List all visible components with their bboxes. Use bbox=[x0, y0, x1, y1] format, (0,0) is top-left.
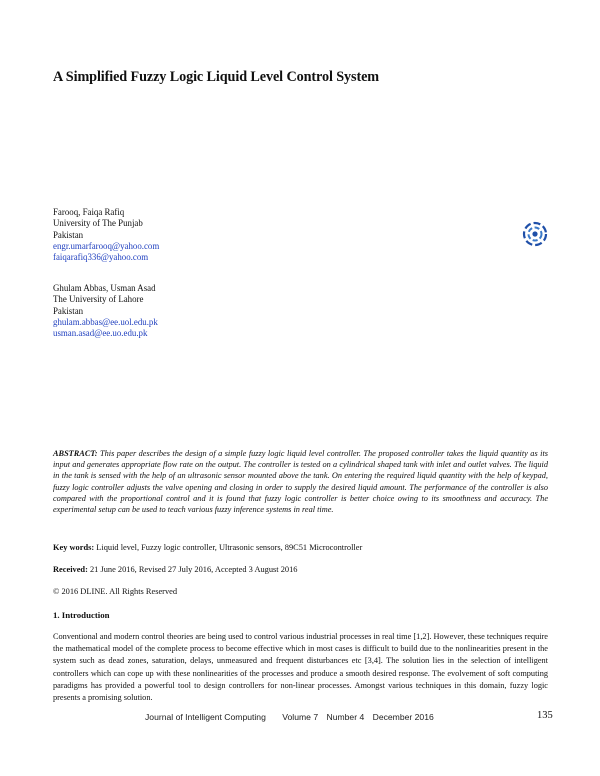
keywords bbox=[53, 543, 548, 552]
received-dates bbox=[53, 565, 548, 574]
author-names: Farooq, Faiqa Rafiq bbox=[53, 207, 125, 217]
intro-paragraph: Conventional and modern control theories are being used to control various industrial processes in real time [1,2]. However, these techniques require the mathematical model of the complete process to become effective which in most cases is difficult to build due to the nonlinearities present in the system such as dead zones, saturation, delays, unmeasured and frequent disturbances etc [3,4]. The solution lies in the selection of intelligent controllers which can cope up with these nonlinearities of the processes and produce a smooth desired response. The evolvement of soft computing paradigms has provided a powerful tool to design controllers for non-linear processes. Amongst various techniques in this domain, fuzzy logic presents a promising solution. bbox=[53, 632, 548, 703]
footer-journal: Journal of Intelligent Computing bbox=[145, 712, 266, 722]
keywords-label: Key words: bbox=[53, 543, 95, 552]
abstract-text: This paper describes the design of a simple fuzzy logic liquid level controller. The proposed controller takes the liquid quantity as its input and generates appropriate flow rate on the output. The controller is tested on a cylindrical shaped tank with inlet and outlet valves. The liquid in the tank is sensed with the help of an ultrasonic sensor mounted above the tank. On entering the required liquid quantity with the help of keypad, fuzzy logic controller adjusts the valve opening and closing in order to supply the desired liquid amount. The performance of the controller is also compared with the proportional control and it is found that fuzzy logic controller is better choice owing to its smoothness and accuracy. The experimental setup can be used to teach various fuzzy inference systems in real time. bbox=[53, 449, 548, 515]
author-block-1 bbox=[53, 207, 159, 263]
copyright: © 2016 DLINE. All Rights Reserved bbox=[53, 587, 178, 596]
dline-logo-icon bbox=[521, 220, 549, 248]
author-email-link[interactable]: usman.asad@ee.uo.edu.pk bbox=[53, 328, 148, 339]
author-affiliation: University of The Punjab bbox=[53, 218, 143, 229]
author-email-link[interactable]: engr.umarfarooq@yahoo.com bbox=[53, 240, 160, 251]
keywords-text: Liquid level, Fuzzy logic controller, Ultrasonic sensors, 89C51 Microcontroller bbox=[96, 543, 363, 552]
received-text: 21 June 2016, Revised 27 July 2016, Accepted 3 August 2016 bbox=[89, 565, 298, 574]
author-country: Pakistan bbox=[53, 305, 84, 316]
author-affiliation: The University of Lahore bbox=[53, 294, 144, 305]
page-number: 135 bbox=[537, 710, 553, 721]
received-label: Received: bbox=[53, 565, 88, 574]
author-email-link[interactable]: faiqarafiq336@yahoo.com bbox=[53, 252, 149, 263]
author-names: Ghulam Abbas, Usman Asad bbox=[53, 283, 156, 293]
footer-volume: Volume 7 bbox=[282, 712, 319, 722]
footer-number: Number 4 bbox=[326, 712, 365, 722]
author-country: Pakistan bbox=[53, 229, 84, 240]
abstract-label: ABSTRACT: bbox=[53, 449, 98, 458]
footer-date: December 2016 bbox=[372, 712, 434, 722]
page-footer bbox=[145, 712, 550, 722]
author-block-2 bbox=[53, 283, 158, 339]
abstract bbox=[53, 448, 548, 515]
section-heading: 1. Introduction bbox=[53, 610, 110, 620]
author-email-link[interactable]: ghulam.abbas@ee.uol.edu.pk bbox=[53, 316, 158, 327]
paper-title: A Simplified Fuzzy Logic Liquid Level Control System bbox=[53, 69, 379, 85]
